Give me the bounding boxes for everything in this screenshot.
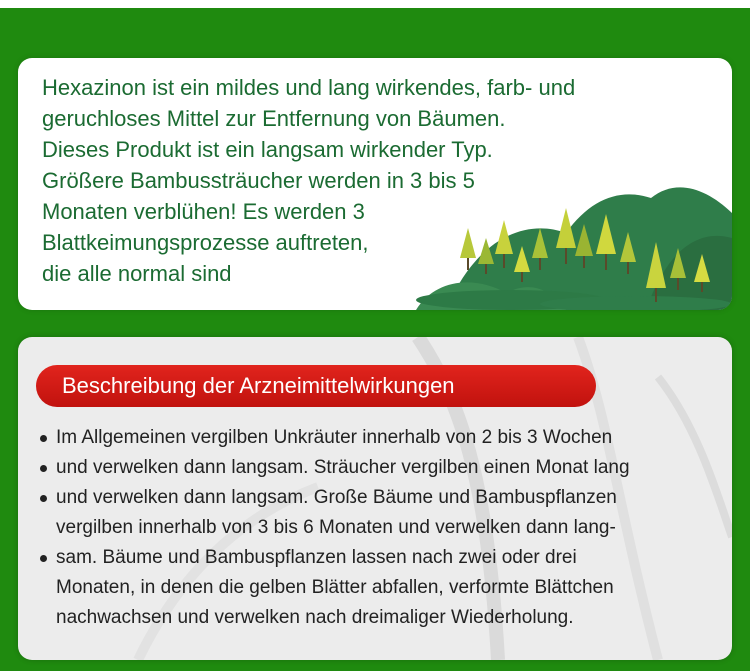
description-line <box>40 573 730 603</box>
description-text: Monaten, in denen die gelben Blätter abfallen, verformte Blättchen <box>56 577 614 598</box>
intro-line: Monaten verblühen! Es werden 3 <box>42 199 365 224</box>
description-line <box>40 423 730 453</box>
bullet-icon <box>40 555 47 562</box>
description-text: nachwachsen und verwelken nach dreimaliger Wiederholung. <box>56 607 574 628</box>
effects-description <box>40 423 730 633</box>
top-border <box>0 0 750 8</box>
description-line <box>40 603 730 633</box>
effects-card <box>18 337 732 660</box>
section-title-pill: Beschreibung der Arzneimittelwirkungen <box>36 365 596 407</box>
description-text: und verwelken dann langsam. Sträucher vergilben einen Monat lang <box>56 457 630 478</box>
description-text: sam. Bäume und Bambuspflanzen lassen nach zwei oder drei <box>56 547 577 568</box>
bullet-icon <box>40 495 47 502</box>
description-text: vergilben innerhalb von 3 bis 6 Monaten und verwelken dann lang- <box>56 517 616 538</box>
bullet-icon <box>40 465 47 472</box>
description-line <box>40 543 730 573</box>
intro-line: Blattkeimungsprozesse auftreten, <box>42 230 369 255</box>
description-line <box>40 453 730 483</box>
description-line <box>40 483 730 513</box>
intro-line: Größere Bambussträucher werden in 3 bis 5 <box>42 168 475 193</box>
forest-illustration <box>416 158 732 310</box>
intro-line: geruchloses Mittel zur Entfernung von Bäumen. <box>42 106 506 131</box>
description-text: Im Allgemeinen vergilben Unkräuter innerhalb von 2 bis 3 Wochen <box>56 427 613 448</box>
intro-line: Hexazinon ist ein mildes und lang wirkendes, farb- und <box>42 75 576 100</box>
intro-line: die alle normal sind <box>42 261 232 286</box>
bullet-icon <box>40 435 47 442</box>
intro-line: Dieses Produkt ist ein langsam wirkender Typ. <box>42 137 493 162</box>
description-text: und verwelken dann langsam. Große Bäume und Bambuspflanzen <box>56 487 617 508</box>
description-line <box>40 513 730 543</box>
intro-card <box>18 58 732 310</box>
